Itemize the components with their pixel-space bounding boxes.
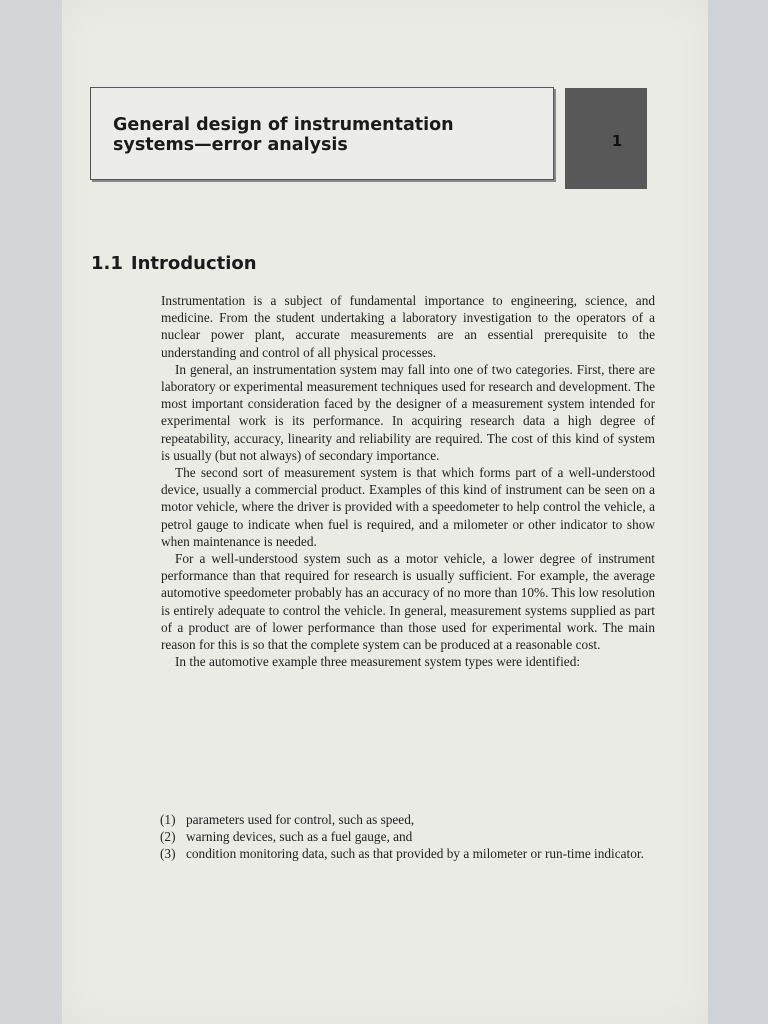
chapter-number: 1 (611, 132, 623, 150)
background-left (0, 0, 62, 1024)
body-text (161, 292, 655, 670)
list-marker: (2) (160, 829, 176, 845)
paragraph: In general, an instrumentation system may fall into one of two categories. First, there are laboratory or experimental measurement techniques used for research and development. The most important consideration faced by the designer of a measurement system intended for experimental work is its performance. In acquiring research data a high degree of repeatability, accuracy, linearity and reliability are required. The cost of this kind of system is usually (but not always) of secondary importance. (161, 361, 655, 463)
list-marker: (1) (160, 812, 176, 827)
list-item (160, 811, 660, 828)
list-item-text: warning devices, such as a fuel gauge, and (186, 829, 413, 845)
list-item-text: condition monitoring data, such as that provided by a milometer or run-time indicator. (186, 846, 644, 862)
chapter-number-block (565, 88, 647, 189)
list-marker: (3) (160, 846, 176, 862)
paragraph: The second sort of measurement system is that which forms part of a well-understood device, usually a commercial product. Examples of this kind of instrument can be seen on a motor vehicle, where the driver is provided with a speedometer to help control the vehicle, a petrol gauge to indicate when fuel is required, and a milometer or other indicator to show when maintenance is needed. (161, 465, 655, 549)
section-title: Introduction (130, 253, 257, 274)
section-heading (91, 253, 257, 274)
background-right (708, 0, 768, 1024)
numbered-list (160, 811, 660, 863)
chapter-title-line-2: systems—error analysis (113, 135, 348, 155)
chapter-title-line-1: General design of instrumentation (113, 115, 454, 135)
paragraph: In the automotive example three measurement system types were identified: (175, 654, 581, 670)
paragraph: Instrumentation is a subject of fundamental importance to engineering, science, and medicine. From the student undertaking a laboratory investigation to the operators of a nuclear power plant, accurate measurements are an essential prerequisite to the understanding and control of all physical processes. (161, 293, 655, 360)
list-item-text: parameters used for control, such as speed, (186, 812, 415, 827)
section-number: 1.1 (91, 253, 123, 274)
paragraph: For a well-understood system such as a motor vehicle, a lower degree of instrument performance than that required for research is usually sufficient. For example, the average automotive speedometer probably has an accuracy of no more than 10%. This low resolution is entirely adequate to control the vehicle. In general, measurement systems supplied as part of a product are of lower performance than those used for experimental work. The main reason for this is so that the complete system can be produced at a reasonable cost. (161, 551, 655, 653)
list-item (160, 845, 660, 862)
chapter-title-box (90, 87, 554, 180)
chapter-title (113, 115, 513, 155)
list-item (160, 828, 660, 845)
